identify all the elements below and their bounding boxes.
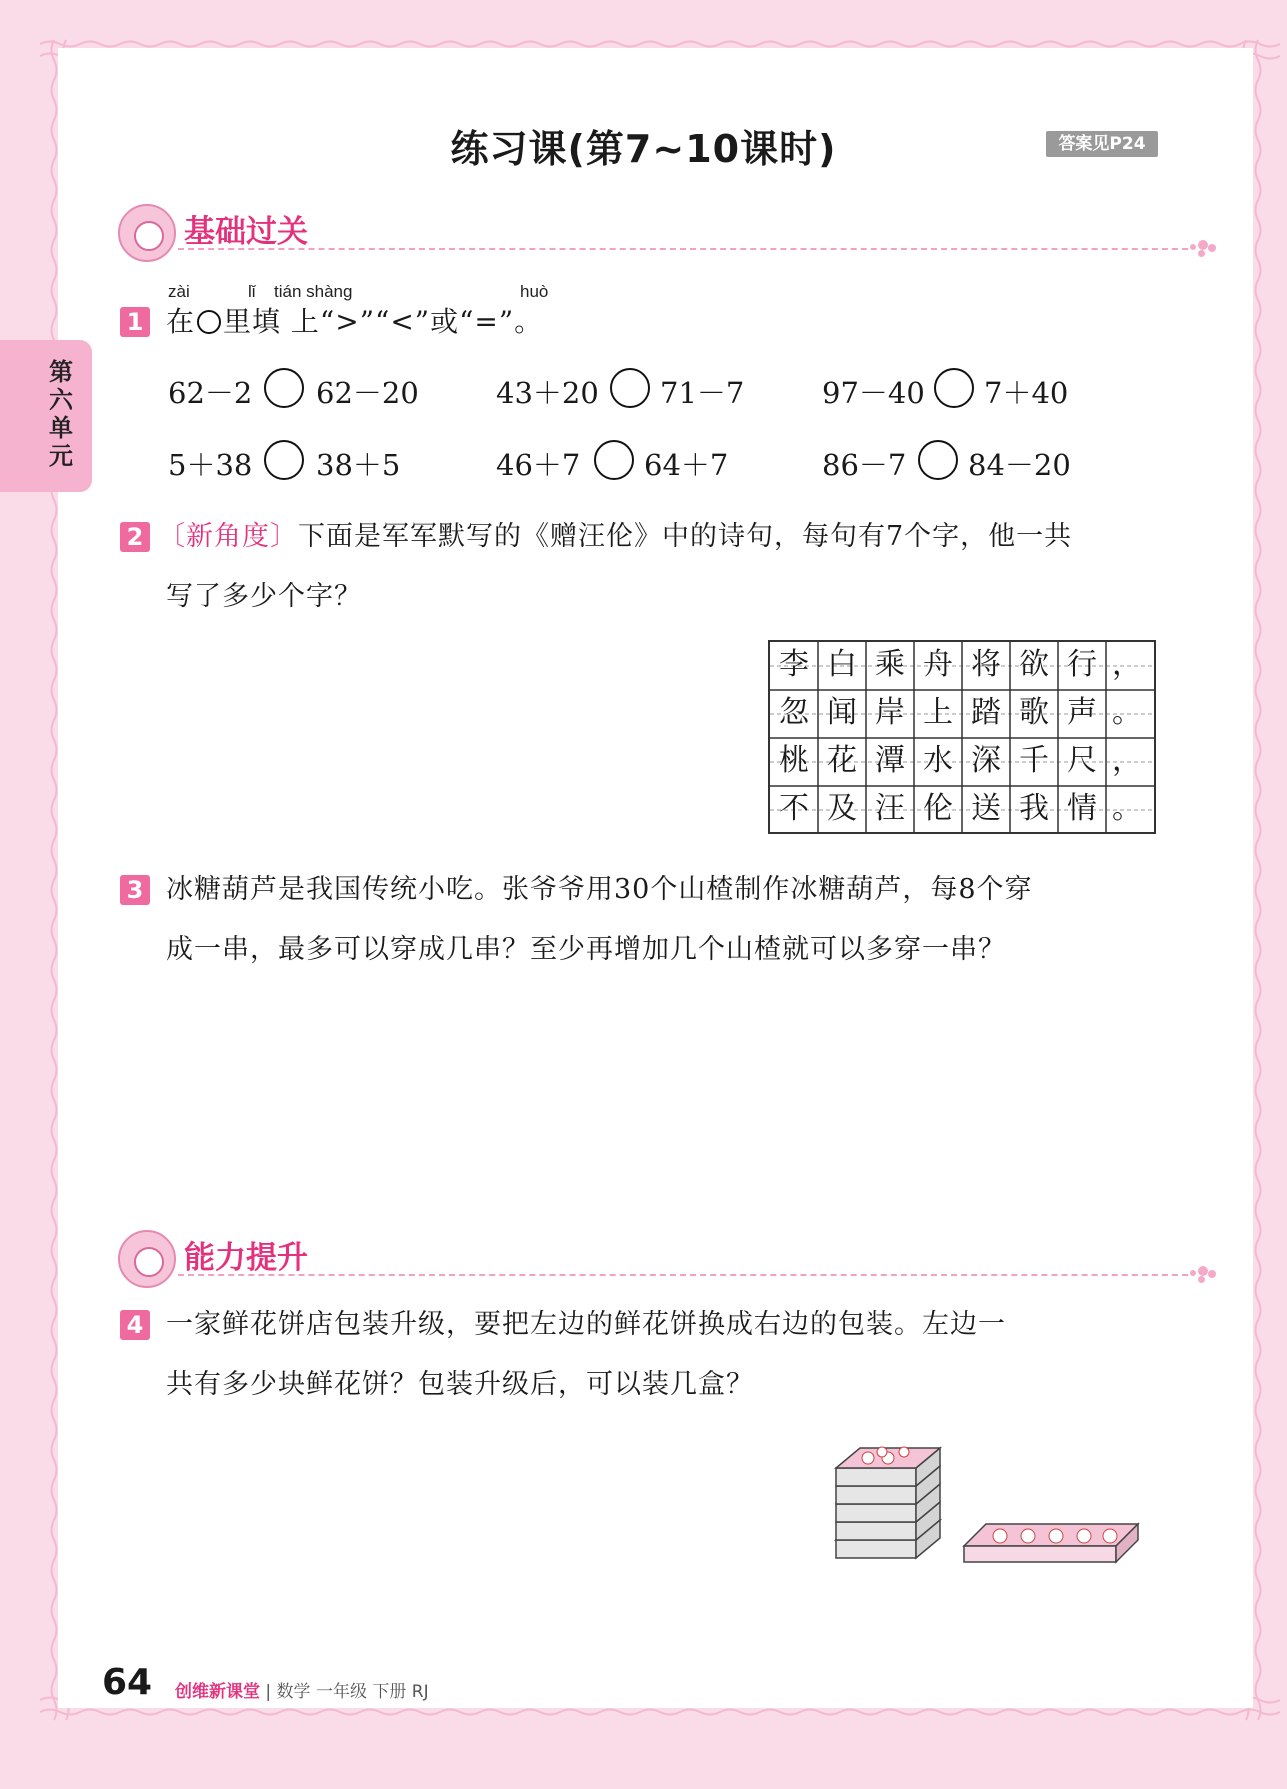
poem-char: 深: [971, 743, 1001, 778]
question-2-line-1: [158, 520, 1072, 554]
decorative-dots-icon: [1190, 1266, 1216, 1282]
decorative-dots-icon: [1190, 240, 1216, 256]
answer-circle[interactable]: [594, 440, 634, 480]
new-angle-tag: 〔新角度〕: [158, 521, 298, 552]
poem-row: [770, 641, 1154, 689]
question-number-1: 1: [120, 307, 150, 337]
footer-info: [175, 1677, 429, 1702]
page-title: 练习课(第7~10课时): [450, 127, 837, 171]
poem-char: 及: [827, 791, 857, 826]
question-number-3: 3: [120, 875, 150, 905]
circle-symbol-icon: [197, 310, 221, 334]
answer-circle[interactable]: [264, 368, 304, 408]
poem-char: 水: [923, 743, 953, 778]
poem-char: 尺: [1067, 743, 1097, 778]
poem-char: 岸: [875, 695, 905, 730]
comparison-left: 5＋38: [168, 448, 253, 482]
poem-char: ，: [1112, 743, 1142, 778]
poem-char: 千: [1019, 743, 1049, 778]
footer-subject: 数学 一年级 下册 RJ: [276, 1682, 429, 1702]
answer-reference-badge: 答案见P24: [1046, 131, 1158, 157]
cartoon-girl-icon: [118, 1230, 176, 1288]
poem-char: 潭: [875, 743, 905, 778]
poem-char: 闻: [827, 695, 857, 730]
poem-char: 声: [1067, 695, 1097, 730]
comparison-right: 62－20: [316, 376, 419, 410]
poem-char: 欲: [1019, 647, 1049, 682]
question-1-instruction: [166, 305, 543, 339]
question-4-line-2: 共有多少块鲜花饼？包装升级后，可以装几盒？: [166, 1369, 754, 1400]
poem-char: 送: [971, 791, 1001, 826]
answer-circle[interactable]: [918, 440, 958, 480]
question-1-text-b: 里填 上“>”“<”或“=”。: [223, 305, 544, 338]
question-4-line-1: 一家鲜花饼店包装升级，要把左边的鲜花饼换成右边的包装。左边一: [166, 1309, 1006, 1340]
poem-char: 。: [1112, 695, 1142, 730]
section-header-advanced: [118, 1224, 1218, 1288]
page-number: 64: [102, 1662, 153, 1703]
footer-brand: 创维新课堂: [175, 1682, 260, 1702]
footer-separator: |: [265, 1682, 272, 1702]
pinyin-zai: zài: [168, 282, 190, 301]
comparison-right: 64＋7: [644, 448, 729, 482]
poem-char: 将: [971, 647, 1001, 682]
poem-char: 踏: [971, 695, 1001, 730]
comparison-right: 38＋5: [316, 448, 401, 482]
answer-circle[interactable]: [610, 368, 650, 408]
poem-char: 忽: [779, 695, 809, 730]
poem-grid: [768, 640, 1156, 834]
pinyin-li: lǐ: [248, 282, 256, 301]
poem-char: 不: [779, 791, 809, 826]
comparison-left: 97－40: [822, 376, 925, 410]
poem-char: ，: [1112, 647, 1142, 682]
poem-char: 情: [1067, 791, 1097, 826]
poem-char: 白: [827, 647, 857, 682]
comparison-left: 46＋7: [496, 448, 581, 482]
stacked-boxes-of-4-icon: [832, 1424, 950, 1564]
unit-side-tab-label: 第六单元: [49, 358, 73, 470]
pinyin-huo: huò: [520, 282, 549, 301]
section-header-basic: [118, 198, 1218, 262]
box-of-5-icon: [960, 1516, 1142, 1568]
question-2-line-2: 写了多少个字？: [166, 581, 362, 612]
pinyin-tianshang: tián shàng: [274, 282, 353, 301]
poem-char: 歌: [1019, 695, 1049, 730]
comparison-left: 43＋20: [496, 376, 599, 410]
question-number-2: 2: [120, 522, 150, 552]
poem-char: 乘: [875, 647, 905, 682]
poem-char: 桃: [779, 743, 809, 778]
section-title-advanced: 能力提升: [184, 1240, 308, 1276]
comparison-right: 7＋40: [984, 376, 1069, 410]
question-3-line-1: 冰糖葫芦是我国传统小吃。张爷爷用30个山楂制作冰糖葫芦，每8个穿: [166, 874, 1033, 905]
cartoon-boy-icon: [118, 204, 176, 262]
question-3-line-2: 成一串，最多可以穿成几串？至少再增加几个山楂就可以多穿一串？: [166, 934, 1006, 965]
poem-char: 汪: [875, 791, 905, 826]
question-number-4: 4: [120, 1310, 150, 1340]
poem-char: 李: [779, 647, 809, 682]
section-divider: [178, 1274, 1188, 1276]
poem-row: [770, 737, 1154, 785]
answer-circle[interactable]: [934, 368, 974, 408]
poem-row: [770, 785, 1154, 833]
unit-side-tab: [0, 340, 92, 492]
section-title-basic: 基础过关: [184, 214, 308, 250]
poem-char: 我: [1019, 791, 1049, 826]
poem-char: 。: [1112, 791, 1142, 826]
comparison-left: 86－7: [822, 448, 907, 482]
poem-char: 舟: [923, 647, 953, 682]
question-1-text-a: 在: [166, 305, 196, 338]
question-2-text: 下面是军军默写的《赠汪伦》中的诗句，每句有7个字，他一共: [298, 521, 1073, 552]
comparison-right: 71－7: [660, 376, 745, 410]
poem-char: 伦: [923, 791, 953, 826]
comparison-left: 62－2: [168, 376, 253, 410]
poem-char: 花: [827, 743, 857, 778]
comparison-right: 84－20: [968, 448, 1071, 482]
poem-char: 行: [1067, 647, 1097, 682]
poem-char: 上: [923, 695, 953, 730]
answer-circle[interactable]: [264, 440, 304, 480]
poem-row: [770, 689, 1154, 737]
section-divider: [178, 248, 1188, 250]
